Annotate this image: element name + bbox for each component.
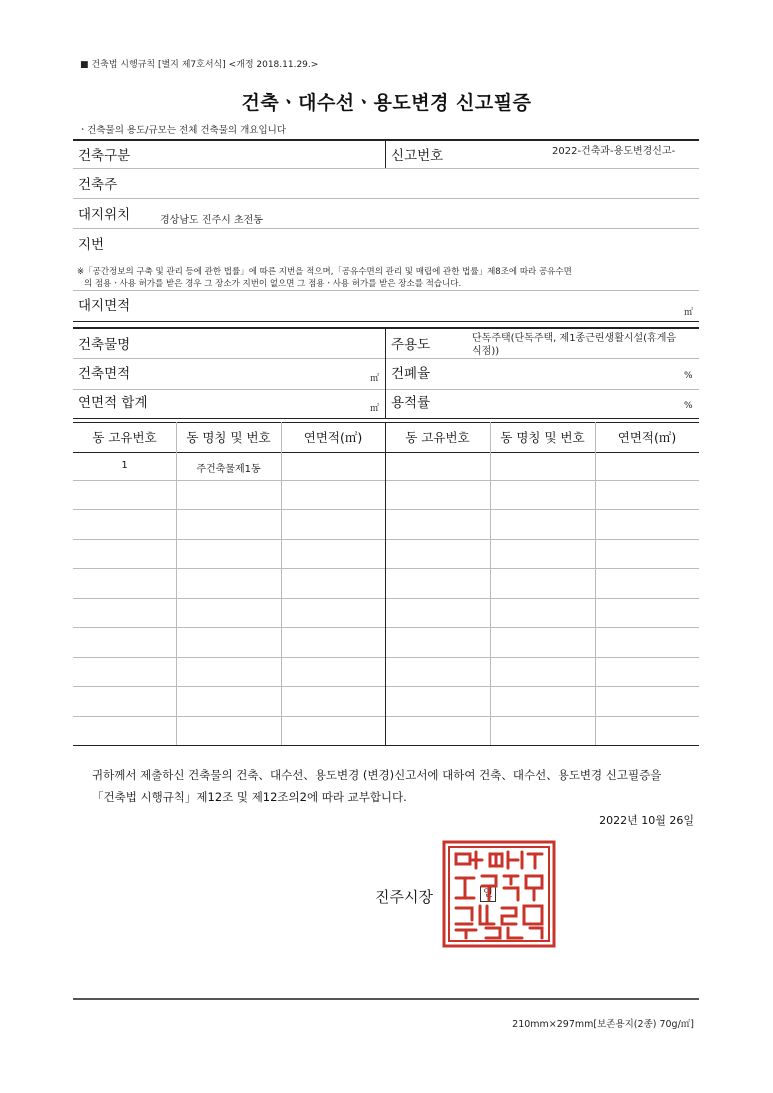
table-header-cell: 동 명칭 및 번호 [500,430,585,445]
table-row-line [73,568,699,569]
report-number-label: 신고번호 [391,148,444,164]
main-use-label: 주용도 [391,337,431,353]
report-number-value: 2022-건축과-용도변경신고- [552,146,676,157]
document-subtitle: ㆍ건축물의 용도/규모는 전체 건축물의 개요입니다 [78,125,286,136]
table-bottom-border [73,745,699,746]
issue-date: 2022년 10월 26일 [599,814,694,827]
divider [73,198,699,199]
building-type-label: 건축구분 [78,148,131,164]
lot-number-label: 지번 [78,237,105,253]
divider [73,168,699,169]
top-border [73,139,699,141]
table-cell: 1 [121,460,128,471]
table-column-line [385,422,386,745]
table-cell: 주건축물제1동 [196,464,261,475]
table-row-line [73,480,699,481]
table-header-cell: 연면적(㎡) [303,430,363,445]
divider [73,228,699,229]
table-header-border [73,452,699,453]
table-row-line [73,598,699,599]
site-area-unit: ㎡ [684,308,694,318]
lot-note-line1: ※「공간정보의 구축 및 관리 등에 관한 법률」에 따른 지번을 적으며,「공유수면의 관리 및 매립에 관한 법률」제8조에 따라 공유수면 [77,267,572,277]
main-use-value-line1: 단독주택(단독주택, 제1종근린생활시설(휴게음 [472,333,677,344]
divider [73,418,699,419]
table-column-line [490,422,491,745]
column-divider [385,139,386,168]
main-use-value-line2: 식점)) [472,346,500,357]
table-top-border [73,422,699,423]
building-area-unit: ㎡ [370,374,380,384]
footer-divider [73,998,699,1000]
table-row-line [73,657,699,658]
site-location-label: 대지위치 [78,207,131,223]
table-column-line [281,422,282,745]
table-row-line [73,539,699,540]
paper-spec: 210mm×297mm[보존용지(2종) 70g/㎡] [512,1019,694,1030]
table-row-line [73,686,699,687]
site-location-value: 경상남도 진주시 초전동 [160,215,263,226]
table-header-cell: 연면적(㎡) [617,430,677,445]
divider [73,358,699,359]
lot-note-line2: 의 점용ㆍ사용 허가를 받은 경우 그 장소가 지번이 없으면 그 점용ㆍ사용 허가를 받은 장소를 적습니다. [84,279,462,289]
table-header-cell: 동 고유번호 [405,430,470,445]
far-unit: % [684,401,693,411]
coverage-label: 건폐율 [391,366,431,382]
table-header-cell: 동 고유번호 [92,430,157,445]
issuance-text-line2: 「건축법 시행규칙」제12조 및 제12조의2에 따라 교부합니다. [92,790,407,804]
owner-label: 건축주 [78,177,118,193]
building-name-label: 건축물명 [78,337,131,353]
table-header-cell: 동 명칭 및 번호 [186,430,271,445]
form-header-note: ■ 건축법 시행규칙 [별지 제7호서식] <개정 2018.11.29.> [80,60,319,70]
building-area-label: 건축면적 [78,366,131,382]
issuance-text-line1: 귀하께서 제출하신 건축물의 건축、대수선、용도변경 (변경)신고서에 대하여 건축、대수선、용도변경 신고필증을 [92,768,662,782]
table-row-line [73,509,699,510]
table-row-line [73,627,699,628]
far-label: 용적률 [391,395,431,411]
total-floor-area-unit: ㎡ [370,404,380,414]
column-divider [385,327,386,418]
table-column-line [595,422,596,745]
official-seal-icon [442,840,556,948]
seal-mark: 인 [480,886,496,902]
site-area-label: 대지면적 [78,298,131,314]
document-title: 건축ㆍ대수선ㆍ용도변경 신고필증 [241,92,532,114]
divider [73,389,699,390]
total-floor-area-label: 연면적 합계 [78,395,148,411]
table-row-line [73,716,699,717]
issuer-mayor: 진주시장 [375,888,433,906]
divider [73,290,699,291]
coverage-unit: % [684,371,693,381]
divider [73,321,699,322]
